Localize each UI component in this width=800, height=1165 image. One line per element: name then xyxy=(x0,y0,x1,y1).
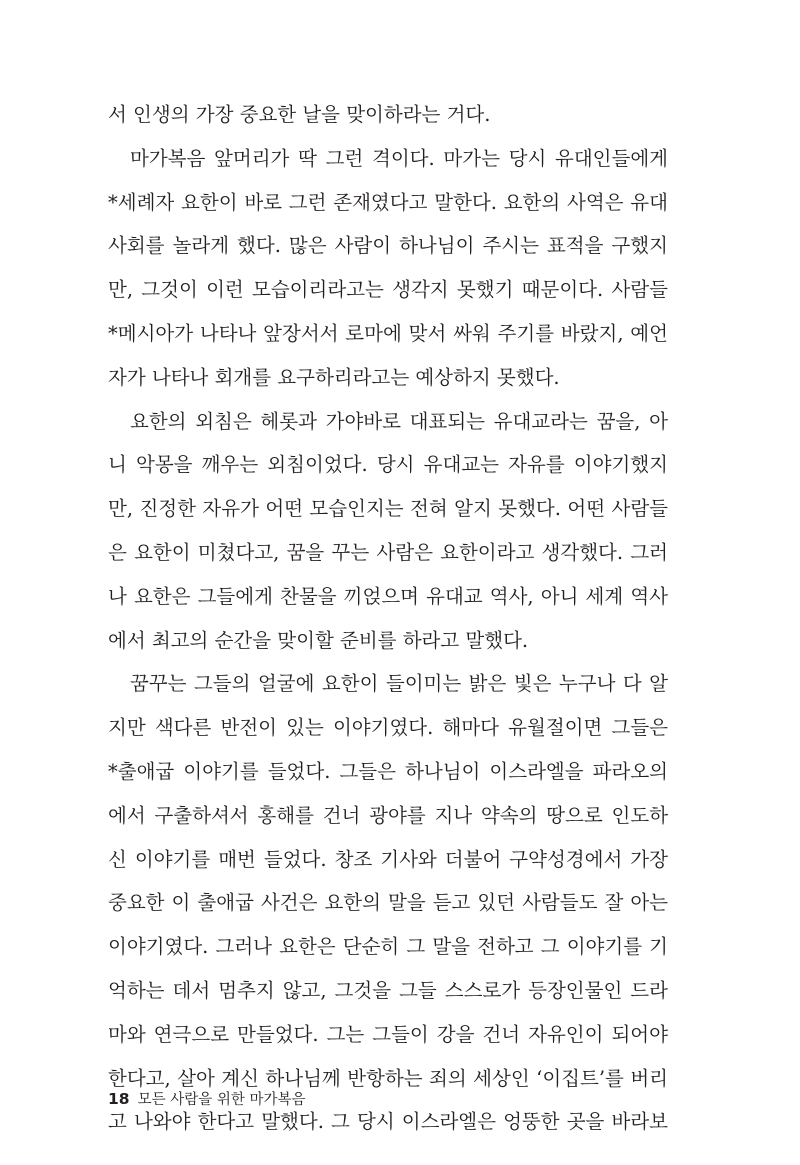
text-line: 꿈꾸는 그들의 얼굴에 요한이 들이미는 밝은 빛은 누구나 다 알 xyxy=(130,672,668,696)
text-line: *출애굽 이야기를 들었다. 그들은 하나님이 이스라엘을 파라오의 xyxy=(108,759,668,783)
text-line: 사회를 놀라게 했다. 많은 사람이 하나님이 주시는 표적을 구했지 xyxy=(108,234,668,258)
text-line: 지만 색다른 반전이 있는 이야기였다. 해마다 유월절이면 그들은 xyxy=(108,716,668,740)
text-line: 억하는 데서 멈추지 않고, 그것을 그들 스스로가 등장인물인 드라 xyxy=(108,978,668,1002)
text-line: 마와 연극으로 만들었다. 그는 그들이 강을 건너 자유인이 되어야 xyxy=(108,1022,668,1046)
text-line: 만, 그것이 이런 모습이리라고는 생각지 못했기 때문이다. 사람들 xyxy=(108,278,668,302)
running-title: 모든 사람을 위한 마가복음 xyxy=(137,1092,306,1108)
text-line: 이야기였다. 그러나 요한은 단순히 그 말을 전하고 그 이야기를 기 xyxy=(108,935,668,959)
page-number: 18 xyxy=(108,1090,130,1108)
text-line: 자가 나타나 회개를 요구하리라고는 예상하지 못했다. xyxy=(108,365,560,389)
text-line: 한다고, 살아 계신 하나님께 반항하는 죄의 세상인 ‘이집트’를 버리 xyxy=(108,1066,668,1090)
text-line: 에서 구출하셔서 홍해를 건너 광야를 지나 약속의 땅으로 인도하 xyxy=(108,803,668,827)
body-text xyxy=(108,93,668,1144)
text-line: 에서 최고의 순간을 맞이할 준비를 하라고 말했다. xyxy=(108,628,529,652)
text-line: 요한의 외침은 헤롯과 가야바로 대표되는 유대교라는 꿈을, 아 xyxy=(130,409,668,433)
text-line: 은 요한이 미쳤다고, 꿈을 꾸는 사람은 요한이라고 생각했다. 그러 xyxy=(108,540,668,564)
text-line: 나 요한은 그들에게 찬물을 끼얹으며 유대교 역사, 아니 세계 역사 xyxy=(108,584,668,608)
text-line: 고 나와야 한다고 말했다. 그 당시 이스라엘은 엉뚱한 곳을 바라보 xyxy=(108,1110,668,1134)
text-line: 서 인생의 가장 중요한 날을 맞이하라는 거다. xyxy=(108,103,491,126)
text-line: *메시아가 나타나 앞장서서 로마에 맞서 싸워 주기를 바랐지, 예언 xyxy=(108,321,668,345)
text-line: 중요한 이 출애굽 사건은 요한의 말을 듣고 있던 사람들도 잘 아는 xyxy=(108,891,668,915)
text-line: 마가복음 앞머리가 딱 그런 격이다. 마가는 당시 유대인들에게 xyxy=(130,146,668,170)
text-line: *세례자 요한이 바로 그런 존재였다고 말한다. 요한의 사역은 유대 xyxy=(108,190,668,214)
text-line: 니 악몽을 깨우는 외침이었다. 당시 유대교는 자유를 이야기했지 xyxy=(108,453,668,477)
text-line: 만, 진정한 자유가 어떤 모습인지는 전혀 알지 못했다. 어떤 사람들 xyxy=(108,497,668,521)
page-footer xyxy=(108,1088,305,1109)
text-line: 신 이야기를 매번 들었다. 창조 기사와 더불어 구약성경에서 가장 xyxy=(108,847,668,871)
